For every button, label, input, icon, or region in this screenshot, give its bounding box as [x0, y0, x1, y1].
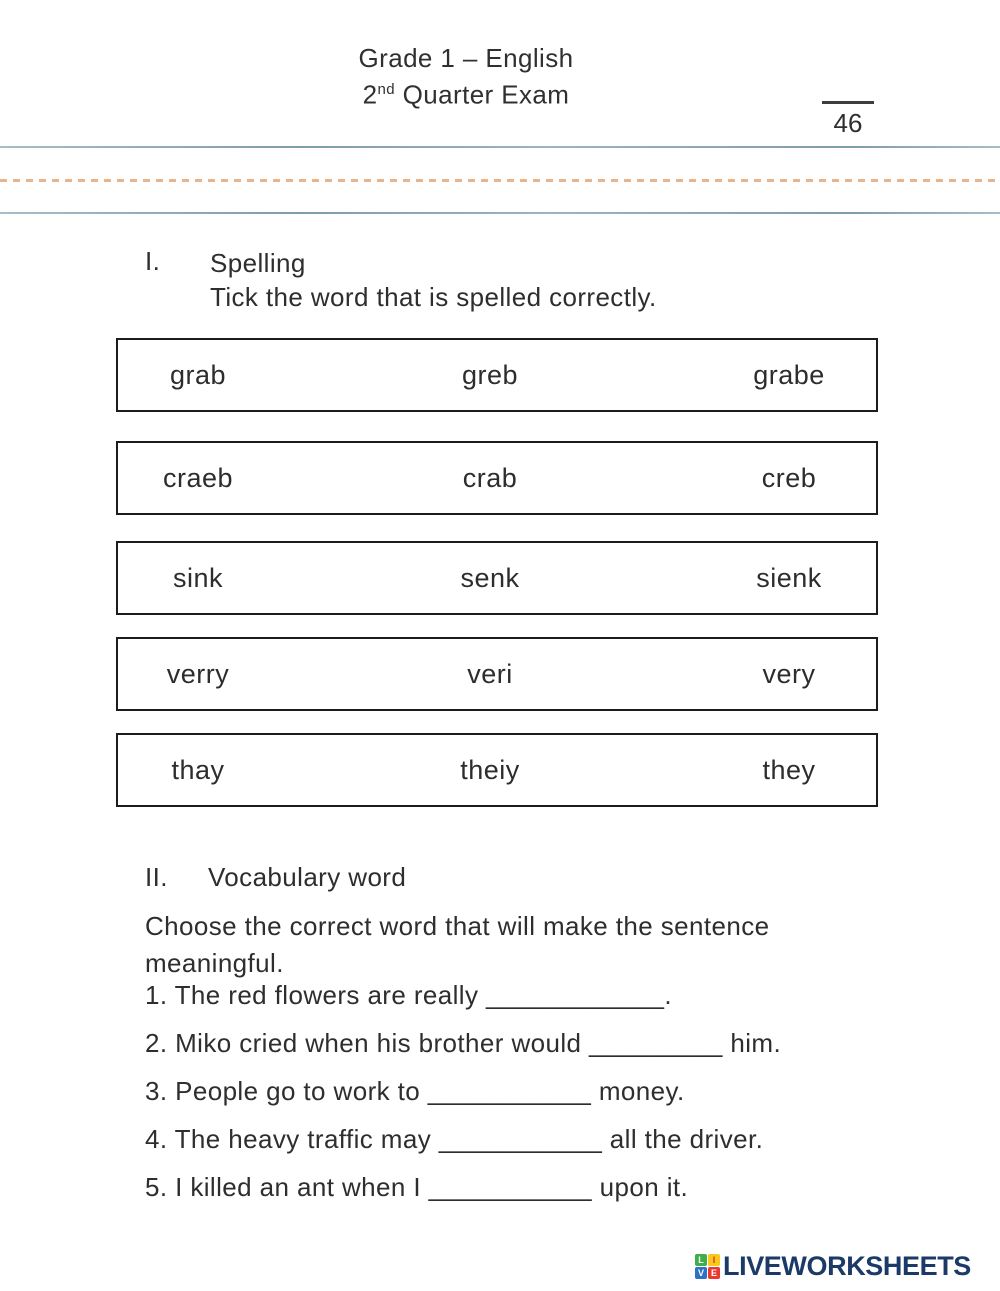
section-1-numeral: I. — [145, 246, 161, 276]
spelling-option[interactable]: veri — [467, 658, 513, 689]
spelling-option[interactable]: sienk — [756, 562, 822, 593]
logo-tile-e: E — [708, 1267, 720, 1279]
spelling-option[interactable]: sink — [172, 562, 223, 593]
vocabulary-sentences — [145, 982, 905, 1222]
exam-title-line2 — [0, 74, 932, 111]
section-spelling-header — [145, 246, 657, 314]
spelling-option[interactable]: grabe — [753, 359, 825, 390]
score-total: 46 — [833, 108, 863, 138]
vocabulary-sentence-1[interactable]: 1. The red flowers are really ____________. — [145, 980, 672, 1010]
ruled-line-dashed-middle — [0, 179, 1000, 182]
liveworksheets-wordmark: LIVEWORKSHEETS — [723, 1251, 971, 1281]
exam-title — [0, 42, 932, 111]
spelling-row-1 — [116, 338, 878, 412]
exam-title-line1: Grade 1 – English — [358, 43, 574, 73]
liveworksheets-tiles-icon — [695, 1254, 720, 1279]
quarter-label: Quarter Exam — [395, 79, 570, 110]
logo-tile-v: V — [695, 1267, 707, 1279]
spelling-option[interactable]: senk — [460, 562, 520, 593]
spelling-option[interactable]: theiy — [460, 754, 520, 785]
section-2-numeral: II. — [145, 862, 168, 892]
spelling-row-3 — [116, 541, 878, 615]
spelling-option[interactable]: crab — [462, 462, 518, 493]
section-1-title: Spelling — [210, 248, 306, 278]
spelling-option[interactable]: thay — [171, 754, 225, 785]
spelling-option[interactable]: grab — [169, 359, 227, 390]
ordinal-suffix: nd — [377, 81, 396, 98]
score-blank-line[interactable] — [822, 101, 874, 104]
section-vocabulary-header — [145, 862, 406, 893]
ruled-line-top — [0, 146, 1000, 148]
quarter-number: 2 — [362, 79, 378, 110]
spelling-option[interactable]: verry — [166, 658, 230, 689]
section-2-instruction: Choose the correct word that will make the sentence meaningful. — [145, 911, 770, 978]
vocabulary-sentence-5[interactable]: 5. I killed an ant when I ___________ upon it. — [145, 1172, 689, 1202]
ruled-line-bottom — [0, 212, 1000, 214]
spelling-row-5 — [116, 733, 878, 807]
vocabulary-sentence-2[interactable]: 2. Miko cried when his brother would _________ him. — [145, 1028, 782, 1058]
spelling-option[interactable]: craeb — [162, 462, 234, 493]
spelling-option[interactable]: creb — [761, 462, 817, 493]
vocabulary-sentence-3[interactable]: 3. People go to work to ___________ money. — [145, 1076, 685, 1106]
section-1-instruction: Tick the word that is spelled correctly. — [210, 282, 657, 312]
spelling-row-2 — [116, 441, 878, 515]
section-2-title: Vocabulary word — [208, 862, 407, 892]
logo-tile-l: L — [695, 1254, 707, 1266]
spelling-row-4 — [116, 637, 878, 711]
spelling-option[interactable]: very — [762, 658, 816, 689]
vocabulary-sentence-4[interactable]: 4. The heavy traffic may ___________ all the driver. — [145, 1124, 764, 1154]
logo-tile-i: I — [708, 1254, 720, 1266]
spelling-option[interactable]: they — [762, 754, 816, 785]
liveworksheets-logo — [695, 1251, 971, 1282]
spelling-option[interactable]: greb — [461, 359, 519, 390]
